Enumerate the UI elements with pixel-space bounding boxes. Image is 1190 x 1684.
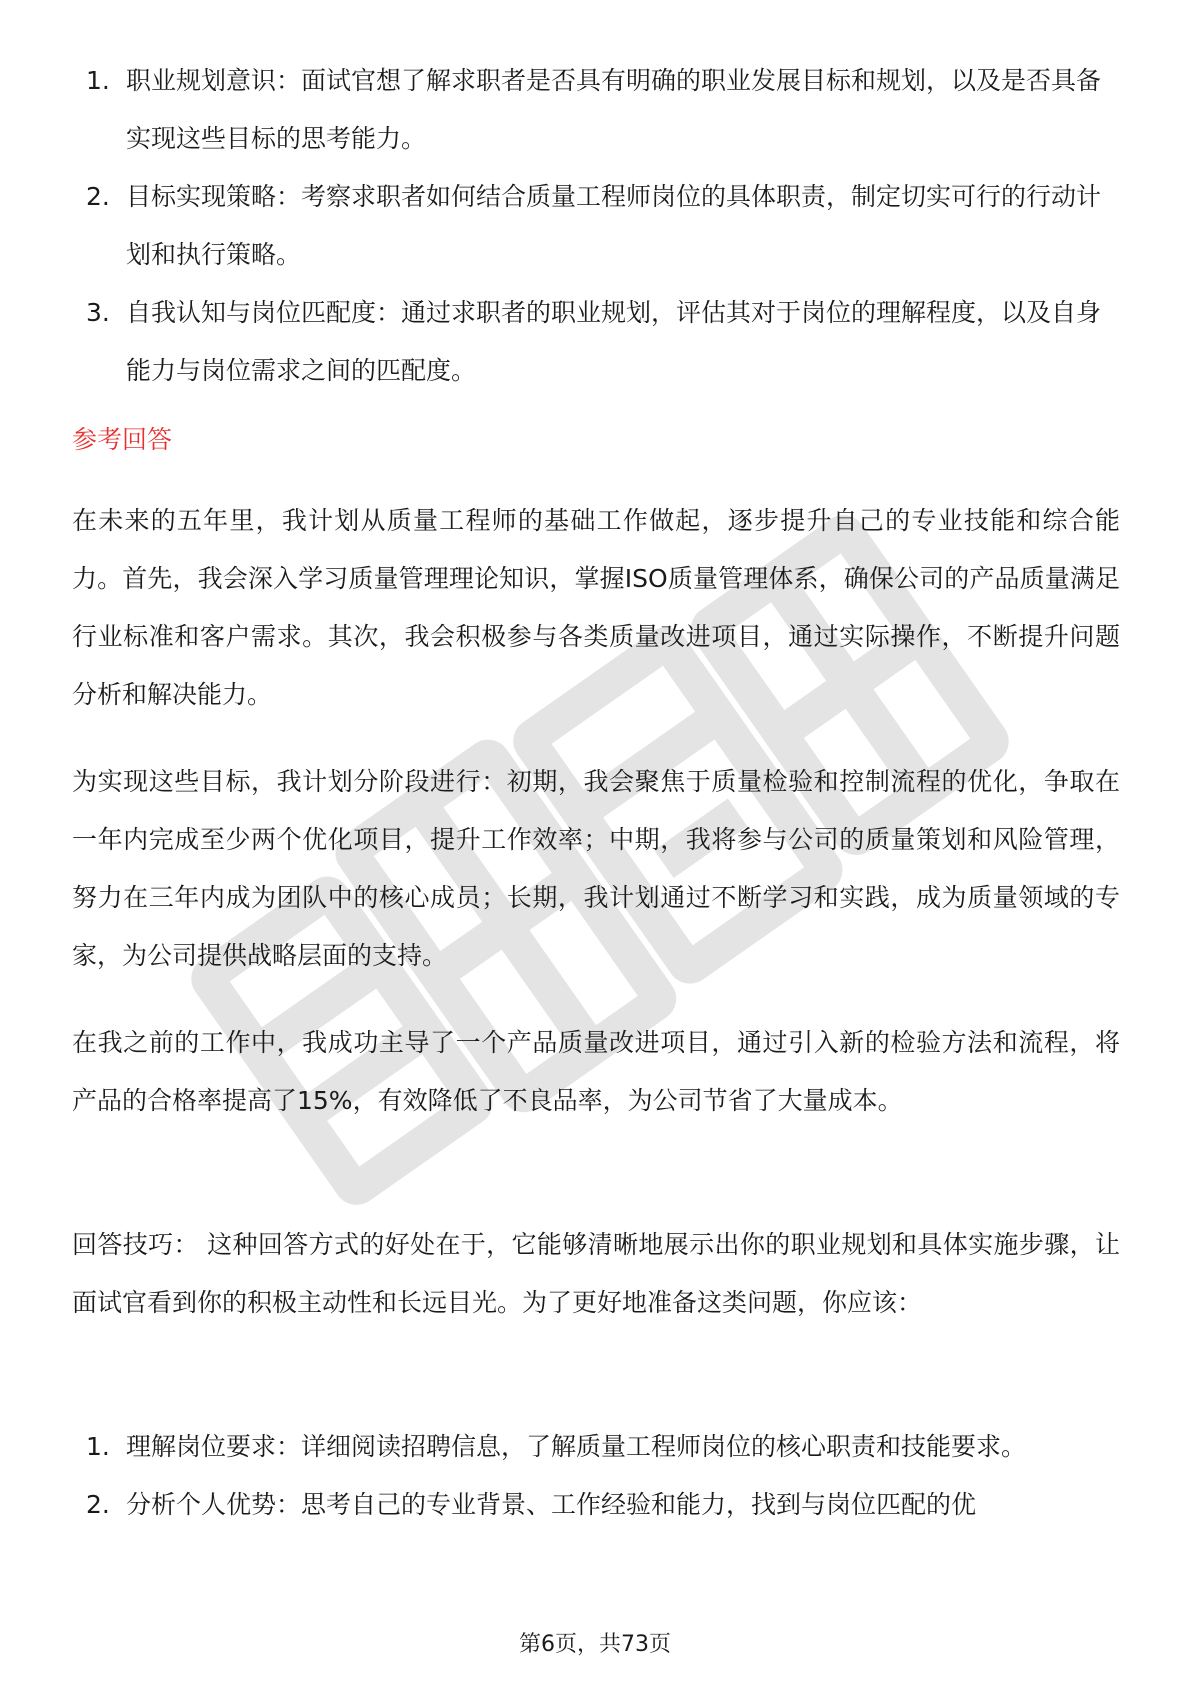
requirement-list [0,52,1119,400]
list-item-text: 目标实现策略：考察求职者如何结合质量工程师岗位的具体职责，制定切实可行的行动计划和执行策略。 [126,182,1102,269]
list-item-text: 分析个人优势：思考自己的专业背景、工作经验和能力，找到与岗位匹配的优 [126,1490,977,1519]
list-item [0,284,1119,400]
list-item [0,1476,1119,1534]
list-number: 2. [86,1490,110,1519]
tips-list [0,1418,1119,1534]
answer-paragraph: 在未来的五年里，我计划从质量工程师的基础工作做起，逐步提升自己的专业技能和综合能力。首先，我会深入学习质量管理理论知识，掌握ISO质量管理体系，确保公司的产品质量满足行业标准和客户需求。其次，我会积极参与各类质量改进项目，通过实际操作，不断提升问题分析和解决能力。 [72,506,1120,709]
list-number: 3. [86,298,110,327]
list-item [0,52,1119,168]
page-footer: 第6页，共73页 [519,1632,671,1657]
list-item-text: 理解岗位要求：详细阅读招聘信息，了解质量工程师岗位的核心职责和技能要求。 [126,1432,1027,1461]
answer-paragraph: 在我之前的工作中，我成功主导了一个产品质量改进项目，通过引入新的检验方法和流程，将产品的合格率提高了15%，有效降低了不良品率，为公司节省了大量成本。 [72,1028,1120,1115]
tips-paragraph: 回答技巧： 这种回答方式的好处在于，它能够清晰地展示出你的职业规划和具体实施步骤，让面试官看到你的积极主动性和长远目光。为了更好地准备这类问题，你应该： [72,1230,1120,1317]
list-number: 1. [86,1432,110,1461]
list-number: 1. [86,66,110,95]
list-item-text: 职业规划意识：面试官想了解求职者是否具有明确的职业发展目标和规划，以及是否具备实现这些目标的思考能力。 [126,66,1102,153]
list-number: 2. [86,182,110,211]
answer-paragraph: 为实现这些目标，我计划分阶段进行：初期，我会聚焦于质量检验和控制流程的优化，争取在一年内完成至少两个优化项目，提升工作效率；中期，我将参与公司的质量策划和风险管理，努力在三年内成为团队中的核心成员；长期，我计划通过不断学习和实践，成为质量领域的专家，为公司提供战略层面的支持。 [72,767,1120,970]
list-item [0,1418,1119,1476]
section-title: 参考回答 [72,425,173,454]
list-item-text: 自我认知与岗位匹配度：通过求职者的职业规划，评估其对于岗位的理解程度，以及自身能力与岗位需求之间的匹配度。 [126,298,1102,385]
list-item [0,168,1119,284]
